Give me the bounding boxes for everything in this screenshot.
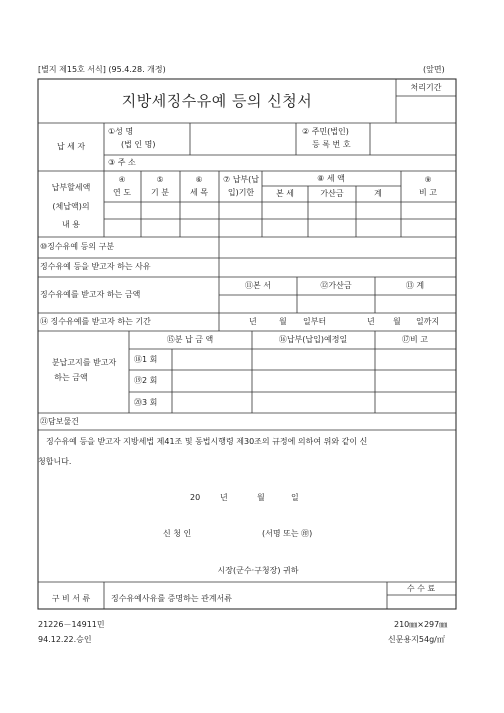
installment-due-date-header: ⑯납부(납입)예정일 [278,335,348,344]
period-year-1: 년 [249,317,257,326]
col-remarks-header: 비 고 [419,188,437,197]
deferral-amount-label: 징수유예를 받고자 하는 금액 [40,290,141,299]
front-side-label: (앞면) [423,65,445,74]
tax-due-label-2: (체납액)의 [52,202,90,211]
tax-due-label-1: 납부할세액 [51,183,91,192]
col-surcharge-header: 가산금 [320,189,344,198]
date-day: 일 [291,493,299,502]
statement-line-2: 청합니다. [38,457,72,466]
date-year-prefix: 20 [190,493,201,502]
statement-line-1: 징수유예 등을 받고자 지방세법 제41조 및 동법시행령 제30조의 규정에 의하여 위와 같이 신 [46,437,368,446]
amount-surcharge-header: ⑫가산금 [320,281,352,290]
tax-due-label-3: 내 용 [62,220,80,229]
col-deadline-header-1: ⑦ 납부(납 [222,175,260,184]
deferral-reason-label: 징수유예 등을 받고자 하는 사유 [40,262,151,271]
paper-type: 신문용지54g/㎡ [388,635,445,644]
col-period-num: ⑤ [156,175,164,184]
address-label: ③ 주 소 [108,158,136,167]
addressee: 시장(군수·구청장) 귀하 [217,566,299,575]
installment-remarks-header: ⑰비 고 [402,335,428,344]
col-principal-header: 본 세 [276,189,294,198]
installment-1: ⑱1 회 [134,355,158,364]
registration-number-label: ② 주민(법인) [302,127,349,136]
amount-principal-header: ⑪본 서 [245,281,271,290]
installment-label-1: 분납고지를 받고자 [51,358,117,367]
period-month-1: 월 [279,317,287,326]
approval-date: 94.12.22.승인 [38,635,92,644]
registration-number-label-2: 등 록 번 호 [312,140,351,149]
col-year-num: ④ [118,175,126,184]
installment-3: ⑳3 회 [134,398,158,407]
date-month: 월 [257,493,265,502]
fee-label: 수 수 료 [406,584,436,593]
applicant-signature-label: 신 청 인 [163,529,192,538]
col-total-header: 계 [374,189,382,198]
installment-amount-header: ⑮분 납 금 액 [166,335,214,344]
applicant-section-label: 납 세 자 [56,142,86,151]
col-period-header: 기 분 [151,188,169,197]
col-tax-item-num: ⑥ [195,175,203,184]
installment-2: ⑲2 회 [134,376,158,385]
col-tax-amount-header: ⑧ 세 액 [317,174,345,183]
form-code: 21226－14911민 [38,620,105,629]
corporate-name-label: (법 인 명) [121,140,156,149]
col-remarks-num: ⑨ [424,175,432,184]
col-deadline-header-2: 입)기한 [227,188,255,197]
collateral-label: ㉑담보물건 [40,417,79,426]
required-documents-label: 구 비 서 류 [51,594,91,603]
period-month-2: 월 [393,317,401,326]
processing-period-label: 처리기간 [410,83,442,92]
required-documents-value: 징수유예사유를 증명하는 관계서류 [111,594,233,603]
name-label: ①성 명 [108,127,134,136]
deferral-type-label: ⑩징수유예 등의 구분 [40,242,115,251]
installment-label-2: 하는 금액 [54,373,88,382]
period-to: 일까지 [416,317,440,326]
paper-size: 210㎜×297㎜ [394,620,448,629]
col-tax-item-header: 세 목 [190,188,208,197]
amount-total-header: ⑬ 계 [405,281,425,290]
signature-or-seal: (서명 또는 ㊞) [262,529,313,538]
form-reference: [별지 제15호 서식] (95.4.28. 개정) [38,65,166,74]
col-year-header: 연 도 [113,188,131,197]
period-from: 일부터 [303,317,327,326]
deferral-period-label: ⑭ 징수유예를 받고자 하는 기간 [40,317,151,326]
date-year: 년 [220,493,228,502]
period-year-2: 년 [367,317,375,326]
page-title: 지방세징수유예 등의 신청서 [121,92,313,110]
